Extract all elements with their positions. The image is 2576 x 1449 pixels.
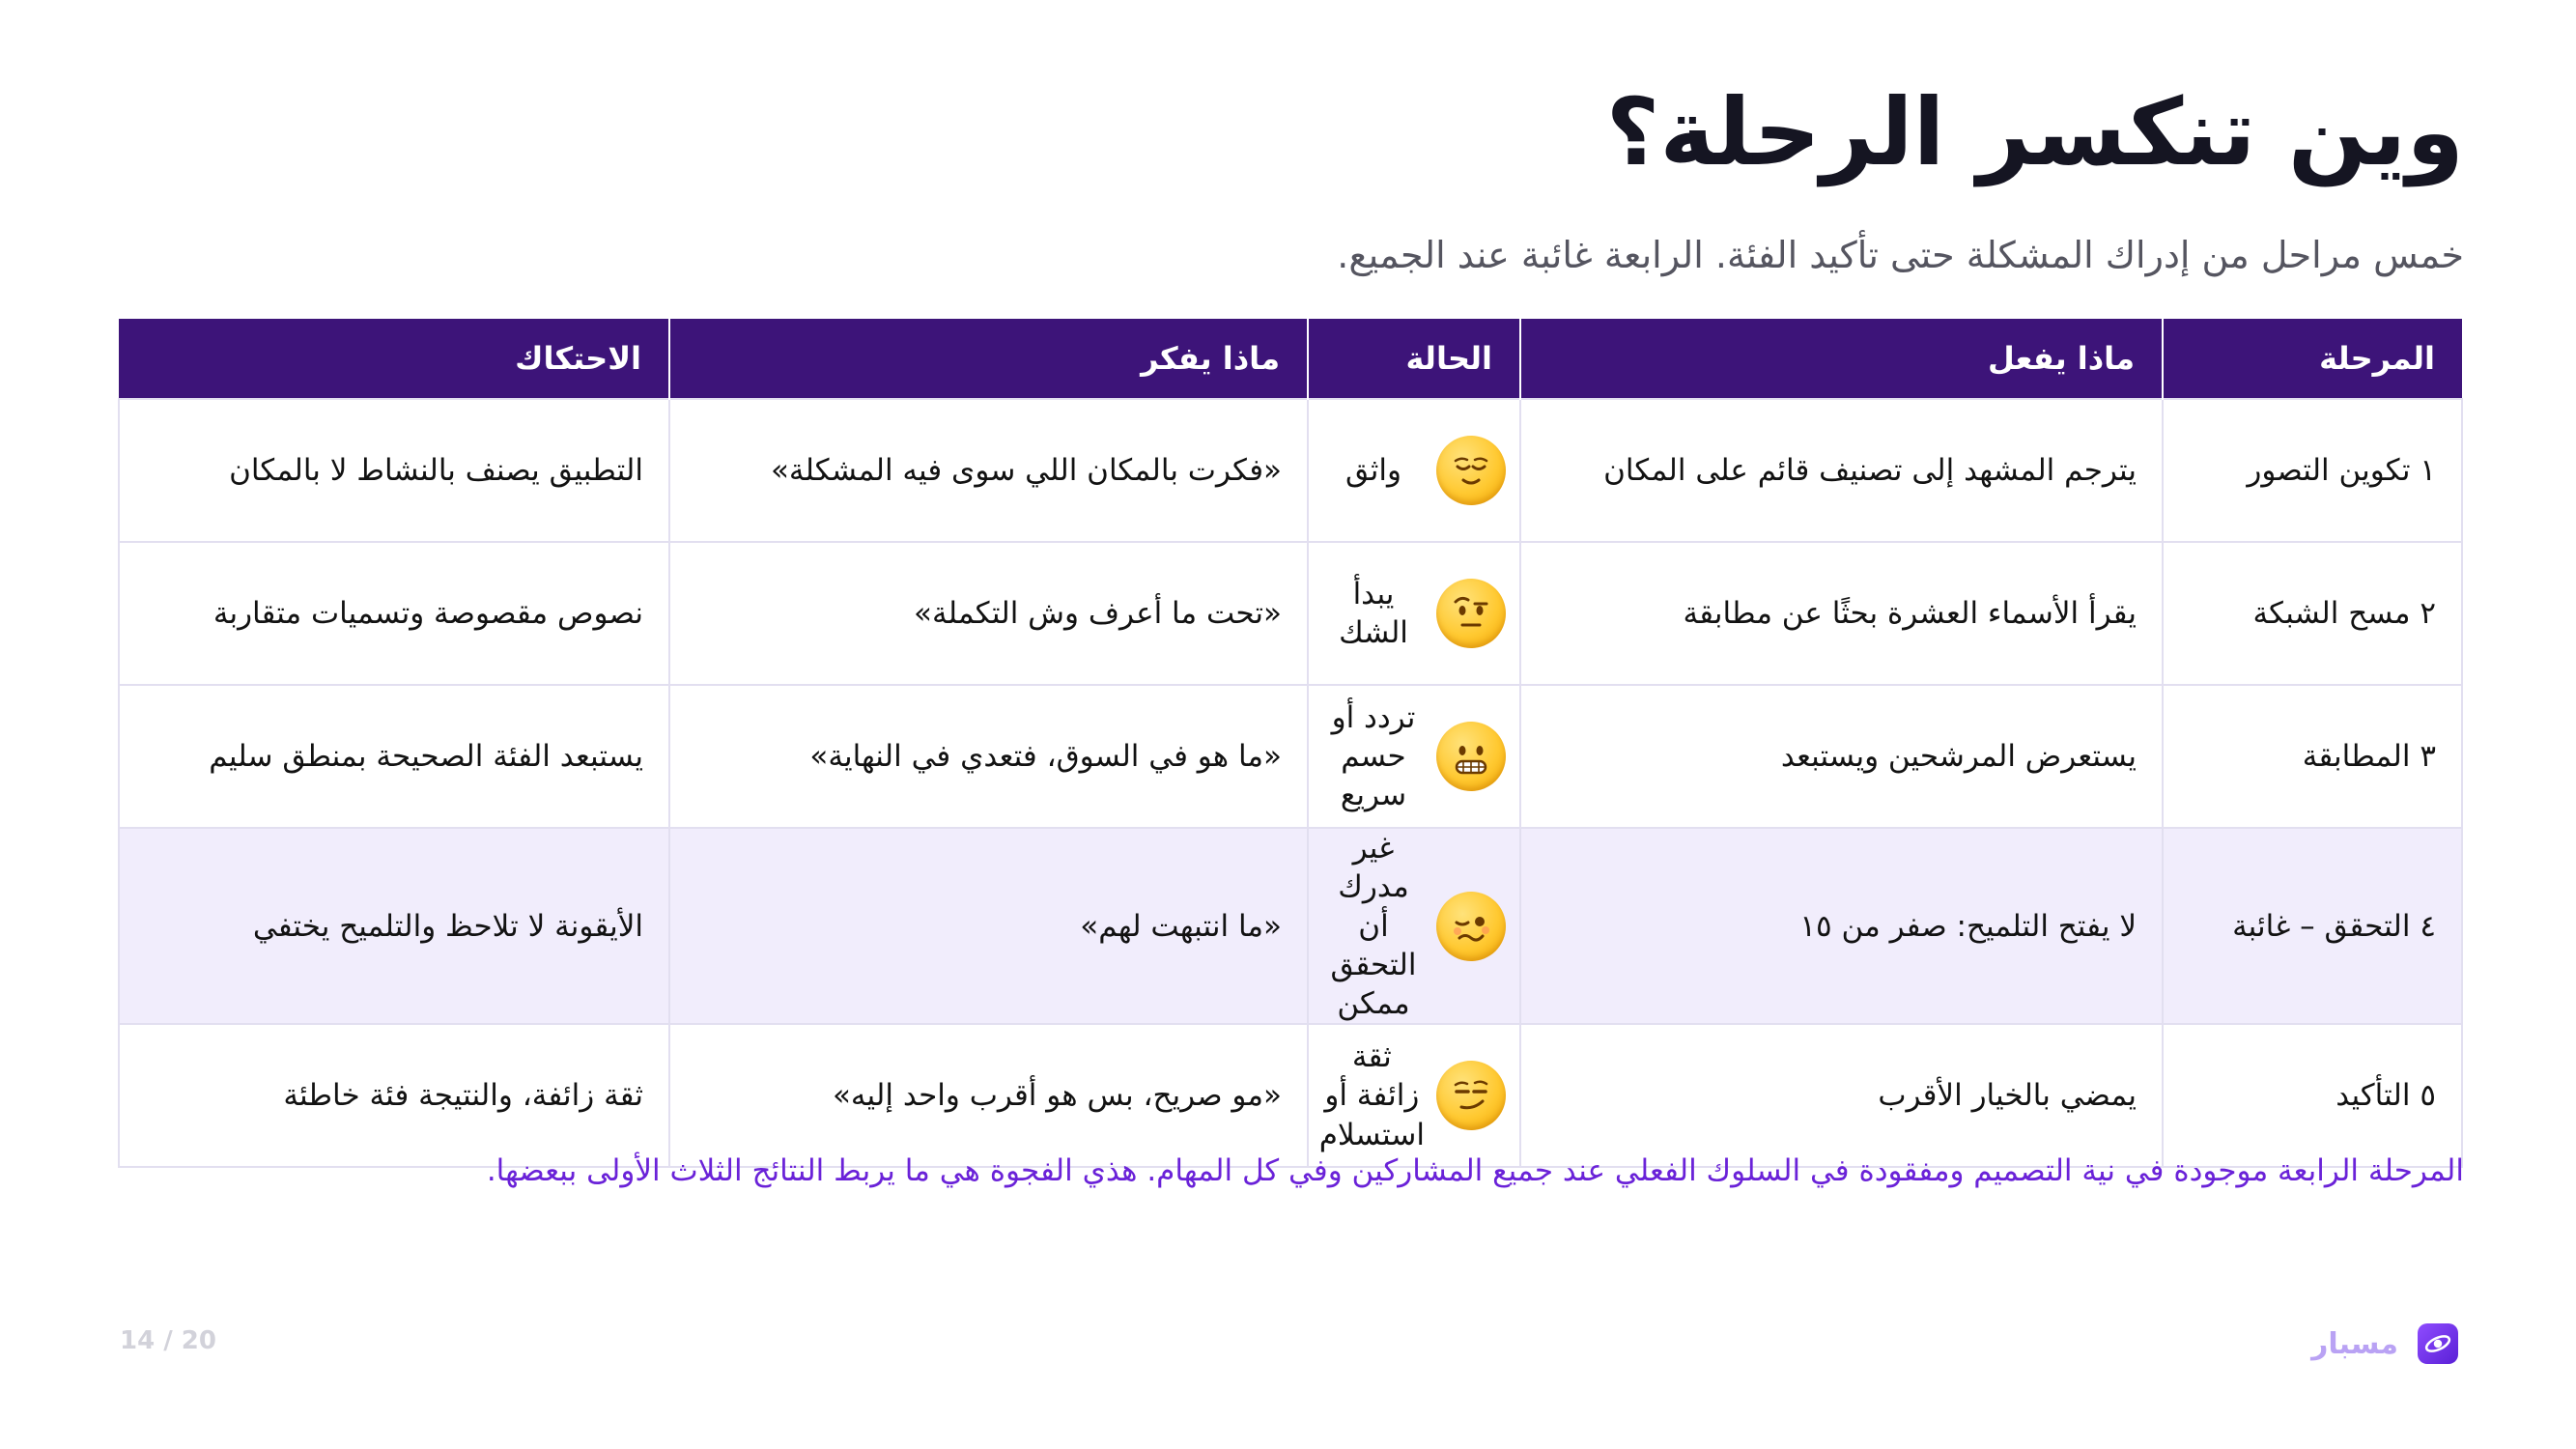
header-thought: ماذا يفكر [669, 319, 1308, 399]
friction-cell: ثقة زائفة، والنتيجة فئة خاطئة [119, 1024, 669, 1167]
state-label: ثقة زائفة أو استسلام [1318, 1039, 1425, 1152]
stage-cell: ٣ المطابقة [2163, 685, 2462, 828]
stage-cell: ٤ التحقق – غائبة [2163, 828, 2462, 1024]
friction-cell: الأيقونة لا تلاحظ والتلميح يختفي [119, 828, 669, 1024]
friction-cell: نصوص مقصوصة وتسميات متقاربة [119, 542, 669, 685]
brand [2311, 1323, 2458, 1364]
header-state: الحالة [1308, 319, 1520, 399]
action-cell: يمضي بالخيار الأقرب [1520, 1024, 2163, 1167]
header-friction: الاحتكاك [119, 319, 669, 399]
footnote: المرحلة الرابعة موجودة في نية التصميم ومفقودة في السلوك الفعلي عند جميع المشاركين وفي كل المهام. هذي الفجوة هي ما يربط النتائج الثلاث الأولى ببعضها. [486, 1153, 2464, 1188]
page-number: 14 / 20 [120, 1326, 216, 1355]
thought-cell: «فكرت بالمكان اللي سوى فيه المشكلة» [669, 399, 1308, 542]
relieved-face-icon [1436, 436, 1506, 505]
header-stage: المرحلة [2163, 319, 2462, 399]
table-row [119, 1024, 2462, 1167]
state-cell [1308, 828, 1520, 1024]
table-row [119, 542, 2462, 685]
table-row [119, 399, 2462, 542]
state-cell [1308, 399, 1520, 542]
raised-eyebrow-face-icon [1436, 579, 1506, 648]
stage-cell: ٢ مسح الشبكة [2163, 542, 2462, 685]
table-header-row [119, 319, 2462, 399]
brand-name: مسبار [2311, 1326, 2398, 1361]
smirking-face-icon [1436, 1061, 1506, 1130]
grimacing-face-icon [1436, 722, 1506, 791]
state-label: يبدأ الشك [1339, 576, 1408, 650]
state-cell [1308, 685, 1520, 828]
friction-cell: يستبعد الفئة الصحيحة بمنطق سليم [119, 685, 669, 828]
state-cell [1308, 542, 1520, 685]
woozy-face-icon [1436, 892, 1506, 961]
planet-logo-icon [2418, 1323, 2458, 1364]
journey-table [118, 319, 2463, 1168]
table-row-highlighted [119, 828, 2462, 1024]
thought-cell: «تحت ما أعرف وش التكملة» [669, 542, 1308, 685]
stage-cell: ٥ التأكيد [2163, 1024, 2462, 1167]
action-cell: يترجم المشهد إلى تصنيف قائم على المكان [1520, 399, 2163, 542]
state-label: غير مدرك أن التحقق ممكن [1330, 831, 1417, 1022]
journey-table-container [120, 319, 2463, 1152]
action-cell: يستعرض المرشحين ويستبعد [1520, 685, 2163, 828]
state-label: واثق [1345, 452, 1402, 488]
action-cell: لا يفتح التلميح: صفر من ١٥ [1520, 828, 2163, 1024]
page-subtitle: خمس مراحل من إدراك المشكلة حتى تأكيد الفئة. الرابعة غائبة عند الجميع. [1337, 234, 2464, 276]
action-cell: يقرأ الأسماء العشرة بحثًا عن مطابقة [1520, 542, 2163, 685]
friction-cell: التطبيق يصنف بالنشاط لا بالمكان [119, 399, 669, 542]
state-cell [1308, 1024, 1520, 1167]
stage-cell: ١ تكوين التصور [2163, 399, 2462, 542]
state-label: تردد أو حسم سريع [1331, 699, 1416, 813]
table-row [119, 685, 2462, 828]
header-action: ماذا يفعل [1520, 319, 2163, 399]
thought-cell: «ما انتبهت لهم» [669, 828, 1308, 1024]
thought-cell: «ما هو في السوق، فتعدي في النهاية» [669, 685, 1308, 828]
page-title: وين تنكسر الرحلة؟ [1605, 78, 2464, 186]
thought-cell: «مو صريح، بس هو أقرب واحد إليه» [669, 1024, 1308, 1167]
